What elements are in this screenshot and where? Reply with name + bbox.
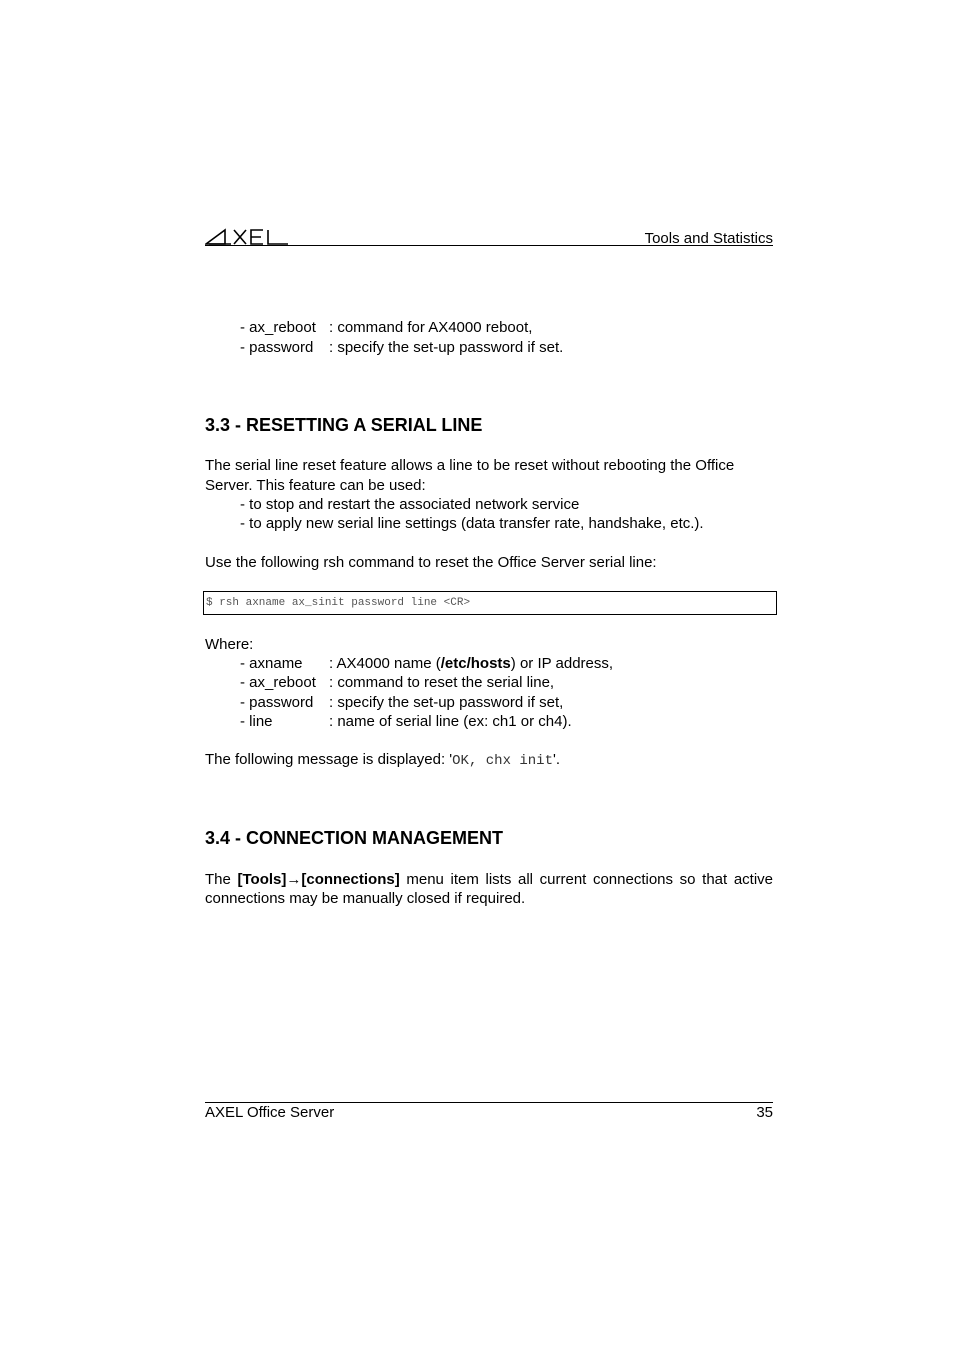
use-item: - to stop and restart the associated network service [240,496,580,513]
param-key: - ax_reboot [240,319,316,336]
message-line [205,750,560,771]
param-item [240,673,554,692]
header-rule [205,245,773,246]
section-33-intro-line2: Server. This feature can be used: [205,477,426,494]
section-33-heading: 3.3 - RESETTING A SERIAL LINE [205,415,483,435]
where-label: Where: [205,636,254,653]
param-desc: : command to reset the serial line, [329,674,555,691]
param-desc: : AX4000 name ( [329,655,441,672]
command-text: $ rsh axname ax_sinit password line <CR> [206,597,471,609]
section-34-heading: 3.4 - CONNECTION MANAGEMENT [205,828,504,848]
para-text-pre: The [205,871,238,888]
message-code: OK, chx init [452,753,553,769]
param-desc: : specify the set-up password if set, [329,694,564,711]
param-item [240,712,572,731]
param-item [240,318,532,337]
use-item: - to apply new serial line settings (data transfer rate, handshake, etc.). [240,515,704,532]
param-key: - axname [240,655,303,672]
param-key: - ax_reboot [240,674,316,691]
param-item [240,338,563,357]
section-34-paragraph [205,870,773,908]
param-key: - line [240,713,273,730]
param-desc-post: ) or IP address, [510,655,614,672]
param-key: - password [240,339,314,356]
usage-text: Use the following rsh command to reset the Office Server serial line: [205,554,657,571]
message-suffix: '. [552,751,561,768]
header-section-title: Tools and Statistics [644,230,773,247]
menu-tools: [Tools] [237,871,287,888]
section-33-intro-line1: The serial line reset feature allows a line to be reset without rebooting the Office [205,457,735,474]
page-number: 35 [756,1104,773,1121]
menu-arrow: → [286,871,302,888]
param-key: - password [240,694,314,711]
param-desc: : command for AX4000 reboot, [329,319,533,336]
para-text-post: menu item lists all current connections so that active connections may be manually closed if required. [205,871,773,907]
message-prefix: The following message is displayed: ' [205,751,453,768]
param-desc: : specify the set-up password if set. [329,339,564,356]
param-item [240,693,563,712]
param-desc-bold: /etc/hosts [440,655,511,672]
axel-logo [205,227,289,247]
command-box [203,591,777,615]
menu-connections: [connections] [301,871,400,888]
param-desc: : name of serial line (ex: ch1 or ch4). [329,713,572,730]
footer-doc-title: AXEL Office Server [205,1104,335,1121]
param-item [240,654,613,673]
